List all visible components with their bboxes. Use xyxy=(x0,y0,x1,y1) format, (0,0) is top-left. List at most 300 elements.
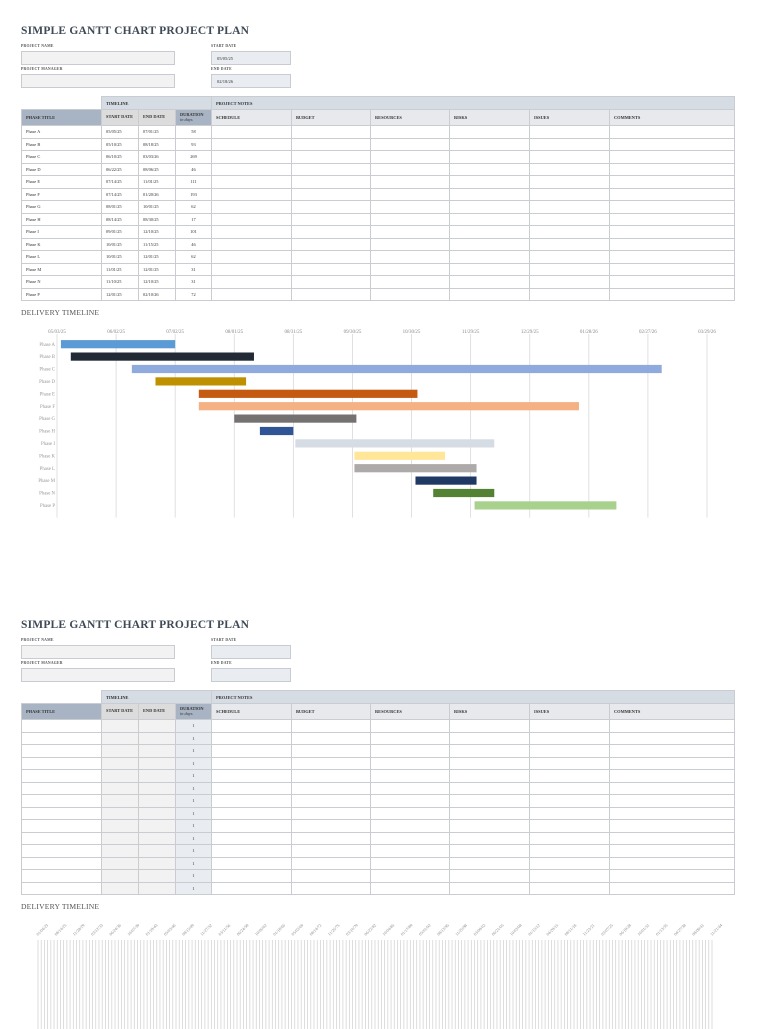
cell-schedule[interactable] xyxy=(212,782,292,795)
cell-issues[interactable] xyxy=(530,782,610,795)
cell-duration[interactable]: 46 xyxy=(176,163,212,176)
cell-issues[interactable] xyxy=(530,263,610,276)
cell-comments[interactable] xyxy=(610,263,735,276)
cell-schedule[interactable] xyxy=(212,276,292,289)
cell-duration[interactable]: 1 xyxy=(176,732,212,745)
cell-schedule[interactable] xyxy=(212,807,292,820)
cell-comments[interactable] xyxy=(610,226,735,239)
cell-risks[interactable] xyxy=(450,732,530,745)
y-category-label: Phase N xyxy=(39,491,55,497)
cell-phase[interactable]: Phase F xyxy=(22,188,102,201)
cell-duration[interactable]: 31 xyxy=(176,263,212,276)
cell-end-date[interactable]: 12/10/25 xyxy=(139,226,176,239)
cell-budget[interactable] xyxy=(292,795,371,808)
cell-end-date[interactable]: 02/10/26 xyxy=(139,288,176,301)
cell-start-date[interactable] xyxy=(102,807,139,820)
cell-risks[interactable] xyxy=(450,238,530,251)
cell-budget[interactable] xyxy=(292,126,371,139)
cell-issues[interactable] xyxy=(530,807,610,820)
cell-comments[interactable] xyxy=(610,757,735,770)
x-tick-label: 08/11/18 xyxy=(563,922,578,937)
cell-resources[interactable] xyxy=(371,732,450,745)
cell-budget[interactable] xyxy=(292,782,371,795)
y-category-label: Phase B xyxy=(39,355,55,361)
cell-resources[interactable] xyxy=(371,151,450,164)
cell-end-date[interactable] xyxy=(139,857,176,870)
cell-phase[interactable] xyxy=(22,745,102,758)
cell-end-date[interactable]: 01/20/26 xyxy=(139,188,176,201)
cell-comments[interactable] xyxy=(610,126,735,139)
cell-schedule[interactable] xyxy=(212,188,292,201)
cell-budget[interactable] xyxy=(292,845,371,858)
cell-issues[interactable] xyxy=(530,163,610,176)
cell-schedule[interactable] xyxy=(212,820,292,833)
cell-issues[interactable] xyxy=(530,138,610,151)
cell-start-date[interactable] xyxy=(102,795,139,808)
gantt-bar xyxy=(260,427,293,435)
col-resources: RESOURCES xyxy=(371,110,450,126)
cell-schedule[interactable] xyxy=(212,263,292,276)
cell-resources[interactable] xyxy=(371,163,450,176)
cell-issues[interactable] xyxy=(530,832,610,845)
cell-start-date[interactable]: 05/05/25 xyxy=(102,126,139,139)
cell-budget[interactable] xyxy=(292,226,371,239)
cell-comments[interactable] xyxy=(610,882,735,895)
cell-end-date[interactable]: 07/01/25 xyxy=(139,126,176,139)
cell-comments[interactable] xyxy=(610,176,735,189)
cell-phase[interactable]: Phase I xyxy=(22,226,102,239)
cell-comments[interactable] xyxy=(610,807,735,820)
cell-phase[interactable]: Phase L xyxy=(22,251,102,264)
end-date-field[interactable]: 02/18/26 xyxy=(211,74,291,88)
cell-phase[interactable]: Phase B xyxy=(22,138,102,151)
cell-resources[interactable] xyxy=(371,845,450,858)
cell-issues[interactable] xyxy=(530,151,610,164)
cell-resources[interactable] xyxy=(371,820,450,833)
cell-schedule[interactable] xyxy=(212,832,292,845)
cell-comments[interactable] xyxy=(610,188,735,201)
cell-duration[interactable]: 1 xyxy=(176,832,212,845)
cell-duration[interactable]: 17 xyxy=(176,213,212,226)
cell-schedule[interactable] xyxy=(212,770,292,783)
cell-start-date[interactable] xyxy=(102,757,139,770)
cell-risks[interactable] xyxy=(450,882,530,895)
cell-phase[interactable]: Phase E xyxy=(22,176,102,189)
project-manager-field-2[interactable] xyxy=(21,668,175,682)
cell-schedule[interactable] xyxy=(212,795,292,808)
cell-comments[interactable] xyxy=(610,745,735,758)
cell-start-date[interactable] xyxy=(102,782,139,795)
cell-resources[interactable] xyxy=(371,832,450,845)
cell-phase[interactable] xyxy=(22,882,102,895)
cell-resources[interactable] xyxy=(371,188,450,201)
cell-risks[interactable] xyxy=(450,263,530,276)
cell-risks[interactable] xyxy=(450,820,530,833)
cell-phase[interactable] xyxy=(22,732,102,745)
cell-start-date[interactable] xyxy=(102,820,139,833)
cell-duration[interactable]: 1 xyxy=(176,745,212,758)
cell-schedule[interactable] xyxy=(212,720,292,733)
cell-risks[interactable] xyxy=(450,151,530,164)
cell-duration[interactable]: 62 xyxy=(176,201,212,214)
cell-risks[interactable] xyxy=(450,845,530,858)
cell-end-date[interactable]: 08/30/25 xyxy=(139,213,176,226)
cell-start-date[interactable]: 11/10/25 xyxy=(102,276,139,289)
cell-risks[interactable] xyxy=(450,126,530,139)
cell-start-date[interactable] xyxy=(102,832,139,845)
cell-budget[interactable] xyxy=(292,201,371,214)
cell-issues[interactable] xyxy=(530,732,610,745)
cell-duration[interactable]: 1 xyxy=(176,820,212,833)
cell-resources[interactable] xyxy=(371,263,450,276)
cell-end-date[interactable] xyxy=(139,807,176,820)
cell-start-date[interactable] xyxy=(102,882,139,895)
cell-issues[interactable] xyxy=(530,238,610,251)
phase-table-2 xyxy=(21,690,735,895)
cell-end-date[interactable] xyxy=(139,732,176,745)
cell-start-date[interactable]: 10/01/25 xyxy=(102,251,139,264)
cell-end-date[interactable] xyxy=(139,782,176,795)
cell-risks[interactable] xyxy=(450,163,530,176)
cell-budget[interactable] xyxy=(292,288,371,301)
cell-phase[interactable] xyxy=(22,770,102,783)
cell-issues[interactable] xyxy=(530,770,610,783)
cell-start-date[interactable] xyxy=(102,732,139,745)
cell-end-date[interactable]: 12/01/25 xyxy=(139,251,176,264)
cell-budget[interactable] xyxy=(292,857,371,870)
cell-comments[interactable] xyxy=(610,276,735,289)
cell-issues[interactable] xyxy=(530,201,610,214)
cell-resources[interactable] xyxy=(371,857,450,870)
cell-resources[interactable] xyxy=(371,807,450,820)
cell-resources[interactable] xyxy=(371,870,450,883)
cell-issues[interactable] xyxy=(530,820,610,833)
y-category-label: Phase F xyxy=(39,404,55,410)
cell-issues[interactable] xyxy=(530,188,610,201)
cell-comments[interactable] xyxy=(610,720,735,733)
cell-budget[interactable] xyxy=(292,807,371,820)
cell-duration[interactable]: 62 xyxy=(176,251,212,264)
start-date-field-2[interactable] xyxy=(211,645,291,659)
cell-comments[interactable] xyxy=(610,238,735,251)
cell-phase[interactable] xyxy=(22,807,102,820)
cell-phase[interactable] xyxy=(22,832,102,845)
cell-phase[interactable] xyxy=(22,870,102,883)
cell-start-date[interactable] xyxy=(102,870,139,883)
cell-comments[interactable] xyxy=(610,732,735,745)
cell-resources[interactable] xyxy=(371,882,450,895)
cell-schedule[interactable] xyxy=(212,126,292,139)
cell-start-date[interactable]: 07/14/25 xyxy=(102,176,139,189)
col-end-date: END DATE xyxy=(139,110,176,126)
cell-phase[interactable] xyxy=(22,757,102,770)
cell-budget[interactable] xyxy=(292,176,371,189)
cell-risks[interactable] xyxy=(450,213,530,226)
cell-risks[interactable] xyxy=(450,857,530,870)
cell-resources[interactable] xyxy=(371,276,450,289)
cell-duration[interactable]: 1 xyxy=(176,845,212,858)
cell-schedule[interactable] xyxy=(212,226,292,239)
cell-duration[interactable]: 58 xyxy=(176,126,212,139)
cell-start-date[interactable]: 06/22/25 xyxy=(102,163,139,176)
project-name-label-2: PROJECT NAME xyxy=(21,638,54,642)
cell-start-date[interactable] xyxy=(102,720,139,733)
cell-start-date[interactable]: 11/01/25 xyxy=(102,263,139,276)
cell-start-date[interactable]: 07/14/25 xyxy=(102,188,139,201)
cell-schedule[interactable] xyxy=(212,201,292,214)
cell-budget[interactable] xyxy=(292,820,371,833)
cell-end-date[interactable]: 12/01/25 xyxy=(139,263,176,276)
x-tick-label: 02/27/26 xyxy=(639,330,657,335)
cell-resources[interactable] xyxy=(371,238,450,251)
cell-risks[interactable] xyxy=(450,807,530,820)
cell-risks[interactable] xyxy=(450,176,530,189)
cell-schedule[interactable] xyxy=(212,213,292,226)
project-name-field-2[interactable] xyxy=(21,645,175,659)
cell-risks[interactable] xyxy=(450,288,530,301)
cell-start-date[interactable] xyxy=(102,845,139,858)
cell-budget[interactable] xyxy=(292,263,371,276)
cell-start-date[interactable] xyxy=(102,745,139,758)
cell-issues[interactable] xyxy=(530,213,610,226)
cell-comments[interactable] xyxy=(610,857,735,870)
cell-duration[interactable]: 1 xyxy=(176,795,212,808)
header-spacer xyxy=(22,97,102,110)
cell-end-date[interactable]: 08/06/25 xyxy=(139,163,176,176)
cell-resources[interactable] xyxy=(371,720,450,733)
cell-issues[interactable] xyxy=(530,176,610,189)
cell-schedule[interactable] xyxy=(212,288,292,301)
cell-phase[interactable]: Phase M xyxy=(22,263,102,276)
cell-duration[interactable]: 72 xyxy=(176,288,212,301)
cell-budget[interactable] xyxy=(292,251,371,264)
cell-budget[interactable] xyxy=(292,188,371,201)
cell-schedule[interactable] xyxy=(212,845,292,858)
cell-resources[interactable] xyxy=(371,757,450,770)
cell-end-date[interactable]: 11/01/25 xyxy=(139,176,176,189)
project-manager-field[interactable] xyxy=(21,74,175,88)
cell-resources[interactable] xyxy=(371,251,450,264)
cell-resources[interactable] xyxy=(371,782,450,795)
cell-issues[interactable] xyxy=(530,288,610,301)
cell-schedule[interactable] xyxy=(212,882,292,895)
cell-risks[interactable] xyxy=(450,795,530,808)
cell-issues[interactable] xyxy=(530,745,610,758)
cell-budget[interactable] xyxy=(292,770,371,783)
cell-end-date[interactable] xyxy=(139,757,176,770)
cell-schedule[interactable] xyxy=(212,757,292,770)
cell-resources[interactable] xyxy=(371,288,450,301)
cell-phase[interactable]: Phase A xyxy=(22,126,102,139)
cell-comments[interactable] xyxy=(610,820,735,833)
cell-comments[interactable] xyxy=(610,770,735,783)
cell-schedule[interactable] xyxy=(212,238,292,251)
cell-phase[interactable]: Phase G xyxy=(22,201,102,214)
cell-comments[interactable] xyxy=(610,832,735,845)
cell-duration[interactable]: 1 xyxy=(176,857,212,870)
cell-budget[interactable] xyxy=(292,213,371,226)
cell-duration[interactable]: 101 xyxy=(176,226,212,239)
cell-phase[interactable]: Phase K xyxy=(22,238,102,251)
cell-end-date[interactable] xyxy=(139,745,176,758)
cell-schedule[interactable] xyxy=(212,745,292,758)
cell-phase[interactable] xyxy=(22,820,102,833)
cell-risks[interactable] xyxy=(450,745,530,758)
cell-resources[interactable] xyxy=(371,745,450,758)
cell-end-date[interactable] xyxy=(139,820,176,833)
cell-resources[interactable] xyxy=(371,770,450,783)
cell-phase[interactable]: Phase P xyxy=(22,288,102,301)
cell-resources[interactable] xyxy=(371,126,450,139)
cell-comments[interactable] xyxy=(610,163,735,176)
cell-budget[interactable] xyxy=(292,720,371,733)
project-name-field[interactable] xyxy=(21,51,175,65)
cell-risks[interactable] xyxy=(450,832,530,845)
cell-duration[interactable]: 111 xyxy=(176,176,212,189)
cell-budget[interactable] xyxy=(292,870,371,883)
cell-budget[interactable] xyxy=(292,238,371,251)
cell-comments[interactable] xyxy=(610,795,735,808)
cell-start-date[interactable]: 08/01/25 xyxy=(102,201,139,214)
cell-end-date[interactable] xyxy=(139,870,176,883)
cell-start-date[interactable]: 09/01/25 xyxy=(102,226,139,239)
cell-resources[interactable] xyxy=(371,226,450,239)
cell-budget[interactable] xyxy=(292,138,371,151)
cell-duration[interactable]: 1 xyxy=(176,807,212,820)
cell-resources[interactable] xyxy=(371,201,450,214)
cell-issues[interactable] xyxy=(530,845,610,858)
cell-duration[interactable]: 1 xyxy=(176,720,212,733)
cell-start-date[interactable] xyxy=(102,770,139,783)
cell-start-date[interactable]: 10/01/25 xyxy=(102,238,139,251)
cell-duration[interactable]: 46 xyxy=(176,238,212,251)
cell-phase[interactable]: Phase C xyxy=(22,151,102,164)
cell-phase[interactable]: Phase N xyxy=(22,276,102,289)
cell-end-date[interactable] xyxy=(139,832,176,845)
cell-risks[interactable] xyxy=(450,720,530,733)
cell-phase[interactable] xyxy=(22,782,102,795)
cell-comments[interactable] xyxy=(610,213,735,226)
cell-budget[interactable] xyxy=(292,882,371,895)
cell-budget[interactable] xyxy=(292,163,371,176)
cell-budget[interactable] xyxy=(292,745,371,758)
cell-comments[interactable] xyxy=(610,138,735,151)
cell-comments[interactable] xyxy=(610,870,735,883)
cell-risks[interactable] xyxy=(450,276,530,289)
cell-end-date[interactable]: 03/03/26 xyxy=(139,151,176,164)
cell-risks[interactable] xyxy=(450,757,530,770)
cell-resources[interactable] xyxy=(371,213,450,226)
cell-risks[interactable] xyxy=(450,226,530,239)
cell-risks[interactable] xyxy=(450,870,530,883)
cell-issues[interactable] xyxy=(530,251,610,264)
x-tick-label: 03/29/26 xyxy=(698,330,716,335)
cell-schedule[interactable] xyxy=(212,138,292,151)
cell-issues[interactable] xyxy=(530,882,610,895)
cell-duration[interactable]: 1 xyxy=(176,882,212,895)
cell-issues[interactable] xyxy=(530,276,610,289)
cell-comments[interactable] xyxy=(610,201,735,214)
cell-end-date[interactable] xyxy=(139,770,176,783)
cell-issues[interactable] xyxy=(530,720,610,733)
cell-start-date[interactable]: 05/10/25 xyxy=(102,138,139,151)
cell-issues[interactable] xyxy=(530,870,610,883)
cell-duration[interactable]: 31 xyxy=(176,276,212,289)
cell-schedule[interactable] xyxy=(212,732,292,745)
start-date-field[interactable]: 05/05/25 xyxy=(211,51,291,65)
cell-phase[interactable]: Phase H xyxy=(22,213,102,226)
cell-end-date[interactable] xyxy=(139,882,176,895)
cell-duration[interactable]: 93 xyxy=(176,138,212,151)
cell-duration[interactable]: 1 xyxy=(176,870,212,883)
cell-resources[interactable] xyxy=(371,795,450,808)
cell-comments[interactable] xyxy=(610,782,735,795)
cell-comments[interactable] xyxy=(610,288,735,301)
cell-start-date[interactable] xyxy=(102,857,139,870)
cell-risks[interactable] xyxy=(450,782,530,795)
cell-end-date[interactable]: 10/01/25 xyxy=(139,201,176,214)
cell-end-date[interactable] xyxy=(139,795,176,808)
cell-risks[interactable] xyxy=(450,201,530,214)
cell-end-date[interactable] xyxy=(139,720,176,733)
cell-schedule[interactable] xyxy=(212,251,292,264)
cell-budget[interactable] xyxy=(292,151,371,164)
cell-duration[interactable]: 1 xyxy=(176,770,212,783)
cell-risks[interactable] xyxy=(450,770,530,783)
cell-schedule[interactable] xyxy=(212,176,292,189)
cell-start-date[interactable]: 06/10/25 xyxy=(102,151,139,164)
cell-schedule[interactable] xyxy=(212,857,292,870)
cell-risks[interactable] xyxy=(450,251,530,264)
cell-duration[interactable]: 1 xyxy=(176,757,212,770)
cell-end-date[interactable]: 12/10/25 xyxy=(139,276,176,289)
cell-comments[interactable] xyxy=(610,251,735,264)
cell-phase[interactable] xyxy=(22,845,102,858)
cell-comments[interactable] xyxy=(610,151,735,164)
cell-budget[interactable] xyxy=(292,732,371,745)
cell-issues[interactable] xyxy=(530,757,610,770)
cell-issues[interactable] xyxy=(530,126,610,139)
cell-phase[interactable] xyxy=(22,795,102,808)
cell-issues[interactable] xyxy=(530,795,610,808)
cell-schedule[interactable] xyxy=(212,163,292,176)
cell-resources[interactable] xyxy=(371,176,450,189)
cell-duration[interactable]: 1 xyxy=(176,782,212,795)
cell-schedule[interactable] xyxy=(212,870,292,883)
cell-phase[interactable]: Phase D xyxy=(22,163,102,176)
cell-end-date[interactable] xyxy=(139,845,176,858)
cell-phase[interactable] xyxy=(22,720,102,733)
cell-risks[interactable] xyxy=(450,188,530,201)
cell-budget[interactable] xyxy=(292,276,371,289)
cell-start-date[interactable]: 12/01/25 xyxy=(102,288,139,301)
cell-end-date[interactable]: 11/15/25 xyxy=(139,238,176,251)
cell-schedule[interactable] xyxy=(212,151,292,164)
cell-resources[interactable] xyxy=(371,138,450,151)
end-date-field-2[interactable] xyxy=(211,668,291,682)
cell-end-date[interactable]: 08/18/25 xyxy=(139,138,176,151)
cell-risks[interactable] xyxy=(450,138,530,151)
cell-duration[interactable]: 269 xyxy=(176,151,212,164)
cell-duration[interactable]: 193 xyxy=(176,188,212,201)
cell-budget[interactable] xyxy=(292,832,371,845)
cell-budget[interactable] xyxy=(292,757,371,770)
cell-issues[interactable] xyxy=(530,857,610,870)
cell-start-date[interactable]: 08/14/25 xyxy=(102,213,139,226)
cell-phase[interactable] xyxy=(22,857,102,870)
cell-issues[interactable] xyxy=(530,226,610,239)
cell-comments[interactable] xyxy=(610,845,735,858)
